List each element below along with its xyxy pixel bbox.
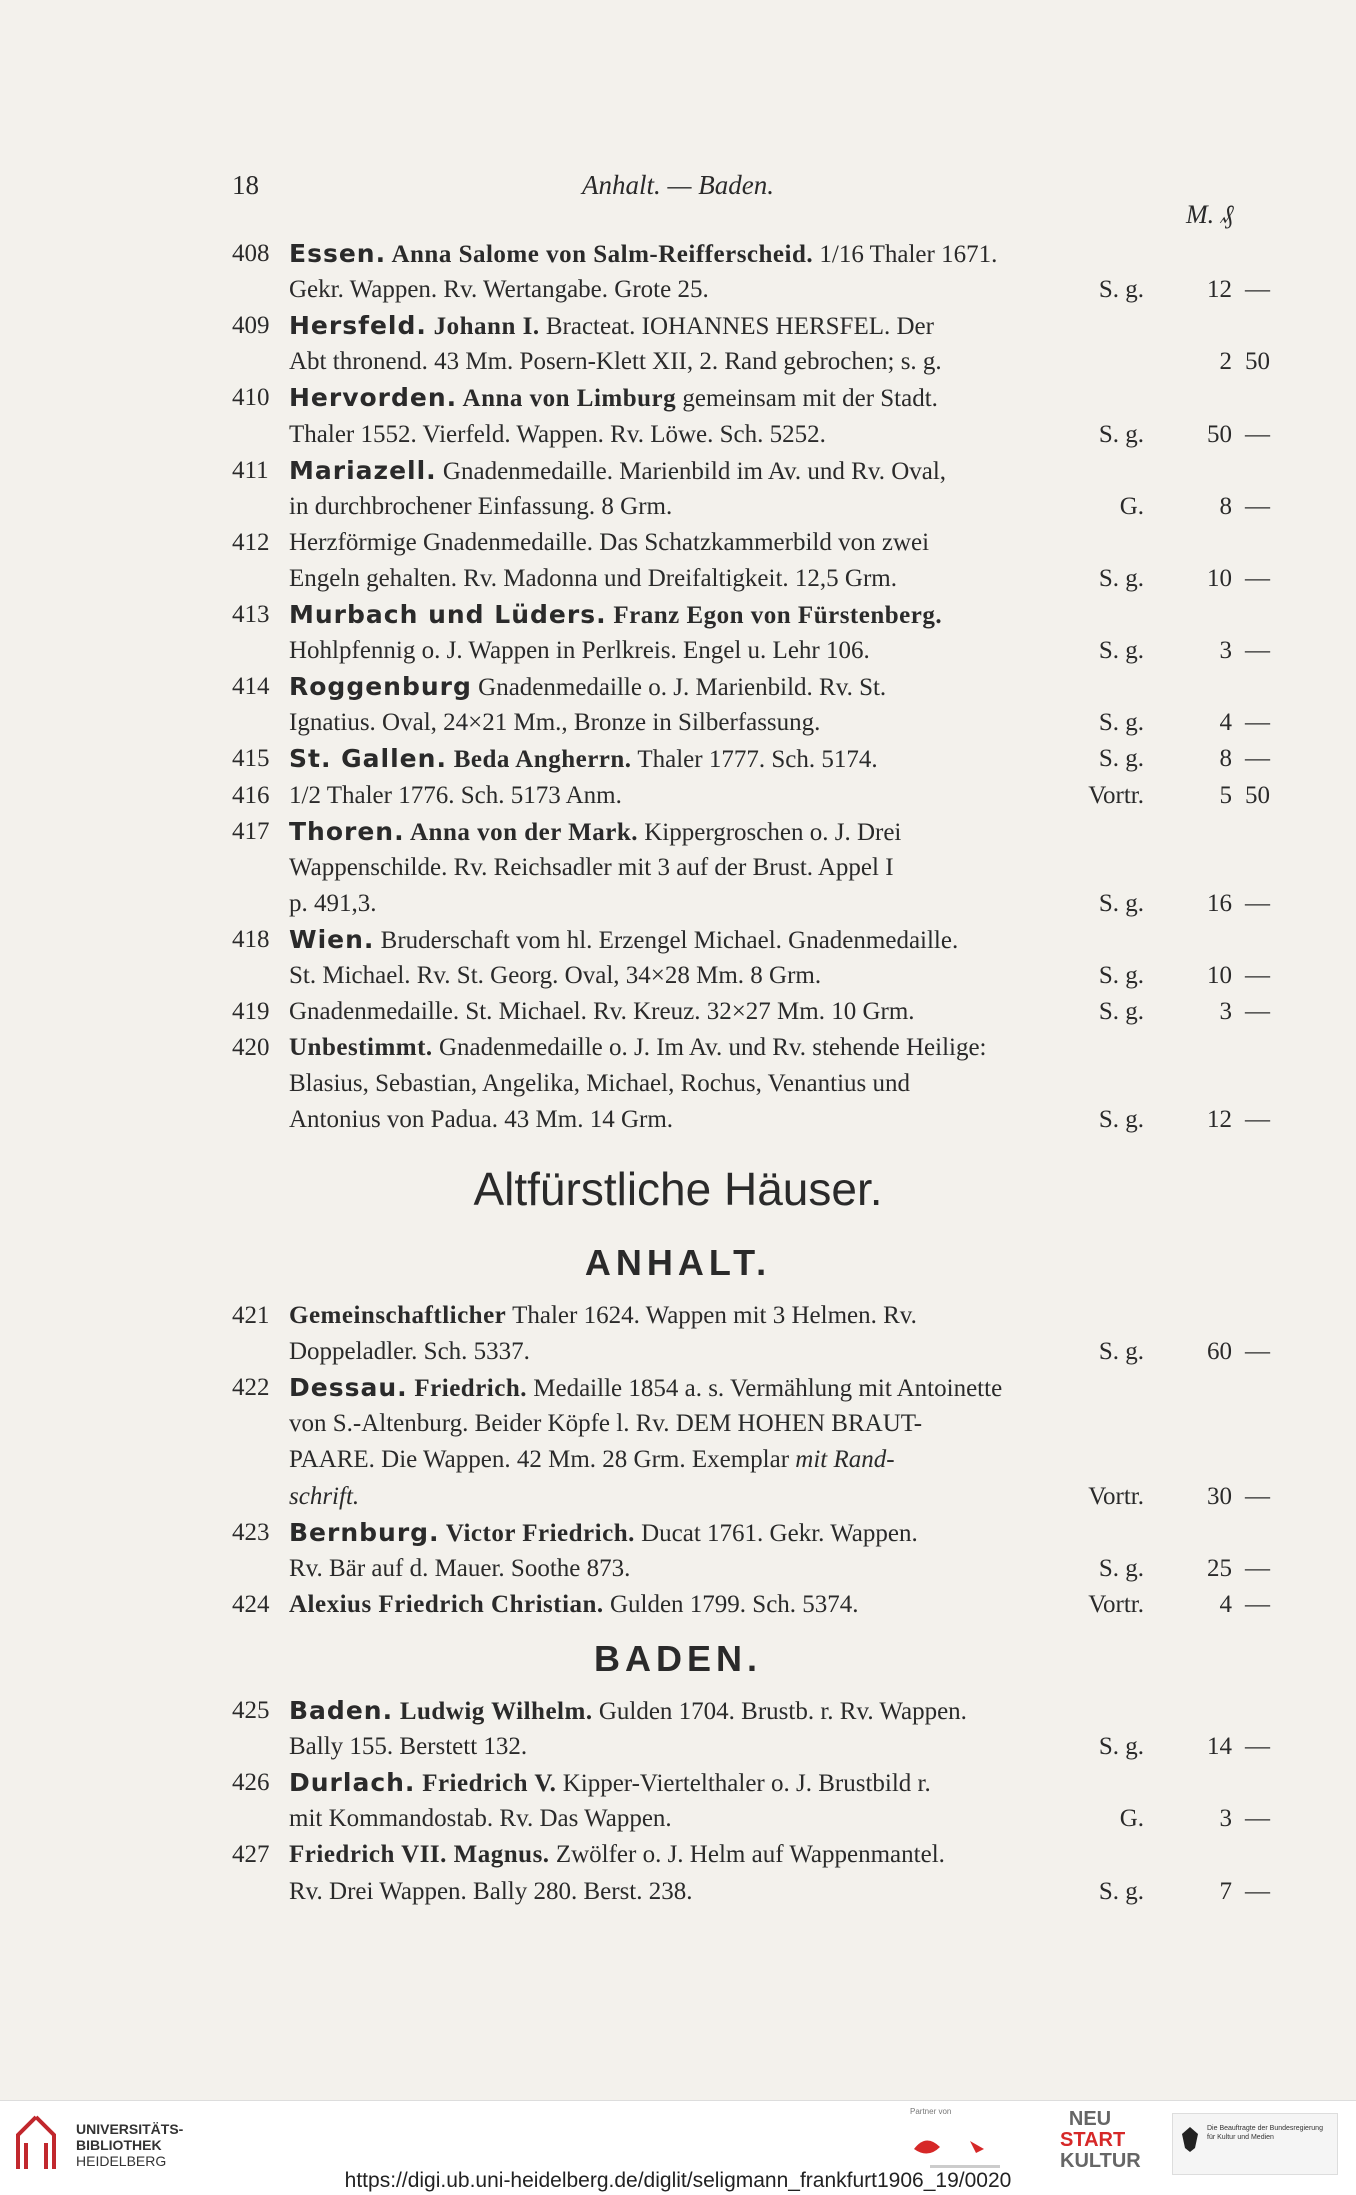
price-mark: 10 bbox=[1207, 564, 1232, 592]
text-segment: Kipper-Viertelthaler o. J. Brustbild r. bbox=[556, 1770, 931, 1798]
price-pfennig: — bbox=[1245, 998, 1270, 1026]
catalog-line bbox=[0, 1030, 1356, 1066]
running-title: Anhalt. — Baden. bbox=[582, 170, 774, 200]
catalog-line bbox=[0, 1406, 1356, 1442]
anhalt-heading: ANHALT. bbox=[584, 1242, 772, 1283]
text-segment: Bally 155. Berstett 132. bbox=[289, 1733, 528, 1761]
price-pfennig: — bbox=[1245, 889, 1270, 917]
catalog-line bbox=[0, 850, 1356, 886]
catalog-line bbox=[0, 272, 1356, 308]
lot-description bbox=[289, 272, 709, 308]
grade: S. g. bbox=[1098, 1106, 1144, 1134]
price-mark: 16 bbox=[1207, 889, 1232, 917]
text-segment: Anna Salome von Salm-Reifferscheid. bbox=[386, 241, 814, 268]
catalog-line bbox=[0, 1874, 1356, 1910]
text-segment: Kippergroschen o. J. Drei bbox=[638, 818, 902, 846]
price-pfennig: — bbox=[1245, 1106, 1270, 1134]
lot-description bbox=[289, 850, 894, 886]
text-segment: Franz Egon von Fürstenberg. bbox=[606, 602, 943, 629]
price-pfennig: — bbox=[1245, 637, 1270, 665]
text-segment: 1/2 Thaler 1776. Sch. 5173 Anm. bbox=[289, 781, 622, 809]
text-segment: schrift. bbox=[289, 1482, 360, 1510]
grade: S. g. bbox=[1098, 889, 1144, 917]
price-mark: 7 bbox=[1219, 1877, 1232, 1905]
text-segment: p. 491,3. bbox=[289, 889, 377, 917]
library-logo-icon bbox=[14, 2113, 58, 2173]
text-segment: Durlach. bbox=[289, 1768, 416, 1798]
catalog-line bbox=[0, 1837, 1356, 1873]
lot-description bbox=[289, 525, 929, 561]
catalog-line bbox=[0, 236, 1356, 272]
catalog-line bbox=[0, 1587, 1356, 1623]
text-segment: Wien. bbox=[289, 924, 375, 954]
price-pfennig: — bbox=[1245, 745, 1270, 773]
text-segment: Essen. bbox=[289, 239, 387, 268]
price-pfennig: — bbox=[1245, 1733, 1270, 1761]
price-pfennig: 50 bbox=[1245, 348, 1270, 376]
grade: S. g. bbox=[1098, 276, 1144, 304]
lot-description bbox=[289, 1801, 672, 1837]
text-segment: Abt thronend. 43 Mm. Posern-Klett XII, 2. Rand gebrochen; s. g. bbox=[289, 348, 942, 376]
catalog-line bbox=[0, 958, 1356, 994]
text-segment: Engeln gehalten. Rv. Madonna und Dreifaltigkeit. 12,5 Grm. bbox=[289, 564, 897, 592]
lot-number: 415 bbox=[232, 745, 270, 773]
catalog-line bbox=[0, 417, 1356, 453]
lot-description bbox=[289, 958, 821, 994]
price-pfennig: — bbox=[1245, 1338, 1270, 1366]
text-segment: Blasius, Sebastian, Angelika, Michael, Rochus, Venantius und bbox=[289, 1070, 910, 1098]
price-pfennig: — bbox=[1245, 1805, 1270, 1833]
catalog-line bbox=[0, 1479, 1356, 1515]
catalog-line bbox=[0, 1298, 1356, 1334]
lot-number: 426 bbox=[232, 1769, 270, 1797]
text-segment: Thaler 1624. Wappen mit 3 Helmen. Rv. bbox=[506, 1302, 917, 1329]
text-segment: Mariazell. bbox=[289, 455, 437, 485]
text-segment: Baden. bbox=[289, 1696, 394, 1725]
catalog-line bbox=[0, 1693, 1356, 1729]
text-segment: Gnadenmedaille o. J. Marienbild. Rv. St. bbox=[471, 674, 887, 702]
price-pfennig: — bbox=[1245, 1877, 1270, 1905]
price-mark: 5 bbox=[1219, 781, 1232, 809]
lot-number: 421 bbox=[232, 1302, 270, 1329]
catalog-line bbox=[0, 633, 1356, 669]
lot-number: 410 bbox=[232, 384, 270, 412]
lot-description bbox=[289, 669, 886, 706]
lot-description bbox=[289, 380, 938, 417]
lot-number: 418 bbox=[232, 925, 270, 953]
price-mark: 4 bbox=[1219, 1590, 1232, 1618]
price-mark: 25 bbox=[1207, 1554, 1232, 1582]
text-segment: Friedrich VII. Magnus. bbox=[289, 1841, 550, 1869]
text-segment: Ludwig Wilhelm. bbox=[393, 1698, 593, 1725]
lot-description bbox=[289, 1479, 359, 1515]
eagle-icon bbox=[1179, 2124, 1201, 2154]
catalog-line bbox=[0, 344, 1356, 380]
lot-description bbox=[289, 453, 946, 490]
price-pfennig: — bbox=[1245, 492, 1270, 520]
grade: S. g. bbox=[1098, 1554, 1144, 1582]
catalog-line bbox=[0, 489, 1356, 525]
catalog-line bbox=[0, 886, 1356, 922]
catalog-line bbox=[0, 525, 1356, 561]
catalog-line bbox=[0, 1334, 1356, 1370]
lot-description bbox=[289, 994, 915, 1030]
lot-description bbox=[289, 344, 942, 380]
price-mark: 8 bbox=[1219, 492, 1232, 520]
text-segment: St. Gallen. bbox=[289, 744, 447, 774]
catalog-line bbox=[0, 814, 1356, 850]
lot-description bbox=[289, 1693, 967, 1730]
text-segment: Anna von Limburg bbox=[457, 385, 677, 413]
lot-description bbox=[289, 922, 958, 959]
lot-description bbox=[289, 1370, 1002, 1407]
text-segment: Thoren. bbox=[289, 816, 405, 846]
lot-description bbox=[289, 489, 672, 525]
text-segment: Ducat 1761. Gekr. Wappen. bbox=[634, 1519, 918, 1547]
text-segment: von S.-Altenburg. Beider Köpfe l. Rv. DEM HOHEN BRAUT- bbox=[289, 1410, 923, 1438]
lot-description bbox=[289, 886, 377, 922]
lot-description bbox=[289, 1874, 693, 1910]
lot-number: 409 bbox=[232, 312, 270, 340]
lot-description bbox=[289, 597, 942, 634]
catalog-line bbox=[0, 1729, 1356, 1765]
lot-description bbox=[289, 1066, 910, 1102]
catalog-line bbox=[0, 453, 1356, 489]
price-mark: 12 bbox=[1207, 1106, 1232, 1134]
price-mark: 14 bbox=[1207, 1733, 1232, 1761]
grade: S. g. bbox=[1098, 998, 1144, 1026]
text-segment: gemeinsam mit der Stadt. bbox=[676, 385, 938, 413]
text-segment: Murbach und Lüders. bbox=[289, 600, 607, 629]
price-mark: 8 bbox=[1219, 745, 1232, 773]
grade: S. g. bbox=[1098, 564, 1144, 592]
catalog-line bbox=[0, 308, 1356, 344]
price-mark: 50 bbox=[1207, 420, 1232, 448]
grade: G. bbox=[1119, 492, 1144, 520]
grade: S. g. bbox=[1098, 962, 1144, 989]
lot-number: 417 bbox=[232, 817, 270, 845]
text-segment: in durchbrochener Einfassung. 8 Grm. bbox=[289, 492, 673, 520]
price-pfennig: — bbox=[1245, 564, 1270, 592]
lot-description bbox=[289, 308, 934, 345]
text-segment: Medaille 1854 a. s. Vermählung mit Antoinette bbox=[527, 1375, 1003, 1403]
price-mark: 2 bbox=[1219, 348, 1232, 376]
lot-description bbox=[289, 1551, 630, 1587]
lot-description bbox=[289, 1298, 917, 1334]
price-mark: 3 bbox=[1219, 1805, 1232, 1833]
text-segment: Victor Friedrich. bbox=[439, 1519, 635, 1547]
text-segment: St. Michael. Rv. St. Georg. Oval, 34×28 Mm. 8 Grm. bbox=[289, 962, 822, 989]
text-segment: Thaler 1777. Sch. 5174. bbox=[631, 746, 878, 774]
lot-number: 416 bbox=[232, 781, 270, 809]
text-segment: Gulden 1799. Sch. 5374. bbox=[603, 1590, 859, 1618]
grade: S. g. bbox=[1098, 1877, 1144, 1905]
text-segment: Herzförmige Gnadenmedaille. Das Schatzkammerbild von zwei bbox=[289, 528, 930, 556]
price-pfennig: — bbox=[1245, 709, 1270, 737]
text-segment: Johann I. bbox=[426, 313, 540, 341]
text-segment: Antonius von Padua. 43 Mm. 14 Grm. bbox=[289, 1106, 674, 1134]
lot-number: 425 bbox=[232, 1697, 270, 1724]
grade: S. g. bbox=[1098, 1338, 1144, 1366]
lot-description bbox=[289, 1030, 987, 1066]
lot-description bbox=[289, 1765, 931, 1802]
grade: Vortr. bbox=[1088, 781, 1144, 809]
text-segment: Ignatius. Oval, 24×21 Mm., Bronze in Silberfassung. bbox=[289, 709, 821, 737]
text-segment: Doppeladler. Sch. 5337. bbox=[289, 1338, 530, 1366]
price-pfennig: — bbox=[1245, 276, 1270, 304]
price-pfennig: — bbox=[1245, 1590, 1270, 1618]
neustart-kultur-logo: NEU START KULTUR bbox=[1060, 2108, 1141, 2172]
text-segment: mit Kommandostab. Rv. Das Wappen. bbox=[289, 1805, 672, 1833]
bkm-logo: Die Beauftragte der Bundesregierung für Kultur und Medien bbox=[1172, 2113, 1338, 2175]
lot-description bbox=[289, 1729, 527, 1765]
grade: Vortr. bbox=[1088, 1590, 1144, 1618]
text-segment: Gulden 1704. Brustb. r. Rv. Wappen. bbox=[592, 1698, 967, 1725]
catalog-line bbox=[0, 1102, 1356, 1138]
lot-description bbox=[289, 814, 901, 851]
section-title: Altfürstliche Häuser. bbox=[473, 1163, 883, 1215]
catalog-line bbox=[0, 922, 1356, 958]
price-mark: 10 bbox=[1207, 962, 1232, 989]
lot-number: 419 bbox=[232, 998, 270, 1026]
lot-description bbox=[289, 633, 870, 669]
price-mark: 4 bbox=[1219, 709, 1232, 737]
price-pfennig: — bbox=[1245, 962, 1270, 989]
grade: S. g. bbox=[1098, 745, 1144, 773]
text-segment: Beda Angherrn. bbox=[446, 746, 632, 774]
text-segment: Rv. Drei Wappen. Bally 280. Berst. 238. bbox=[289, 1877, 693, 1905]
grade: S. g. bbox=[1098, 637, 1144, 665]
text-segment: Hersfeld. bbox=[289, 311, 427, 341]
lot-description bbox=[289, 705, 820, 741]
lot-description bbox=[289, 1587, 859, 1623]
grade: S. g. bbox=[1098, 709, 1144, 737]
text-segment: Hervorden. bbox=[289, 383, 458, 413]
lot-number: 414 bbox=[232, 673, 270, 701]
grade: S. g. bbox=[1098, 1733, 1144, 1761]
lot-description bbox=[289, 1515, 918, 1552]
lot-description bbox=[289, 1442, 895, 1478]
text-segment: Gnadenmedaille. Marienbild im Av. und Rv. Oval, bbox=[436, 457, 947, 485]
lot-description bbox=[289, 1406, 922, 1442]
catalog-line bbox=[0, 561, 1356, 597]
lot-number: 412 bbox=[232, 528, 270, 556]
catalog-line bbox=[0, 1066, 1356, 1102]
price-mark: 30 bbox=[1207, 1482, 1232, 1510]
text-segment: Zwölfer o. J. Helm auf Wappenmantel. bbox=[549, 1841, 945, 1869]
lot-number: 424 bbox=[232, 1590, 270, 1618]
price-mark: 3 bbox=[1219, 637, 1232, 665]
text-segment: Friedrich. bbox=[407, 1375, 527, 1403]
catalog-line bbox=[0, 1551, 1356, 1587]
page-number: 18 bbox=[232, 170, 259, 200]
text-segment: Gemeinschaftlicher bbox=[289, 1302, 507, 1329]
price-pfennig: — bbox=[1245, 1554, 1270, 1582]
lot-description bbox=[289, 561, 897, 597]
lot-description bbox=[289, 417, 826, 453]
catalog-line bbox=[0, 1801, 1356, 1837]
lot-description bbox=[289, 1102, 673, 1138]
text-segment: Dessau. bbox=[289, 1373, 408, 1403]
lot-description bbox=[289, 778, 622, 814]
text-segment: PAARE. Die Wappen. 42 Mm. 28 Grm. Exemplar bbox=[289, 1446, 796, 1474]
catalog-line bbox=[0, 669, 1356, 705]
price-pfennig: — bbox=[1245, 1482, 1270, 1510]
text-segment: Bruderschaft vom hl. Erzengel Michael. Gnadenmedaille. bbox=[374, 926, 959, 954]
text-segment: Hohlpfennig o. J. Wappen in Perlkreis. Engel u. Lehr 106. bbox=[289, 637, 870, 665]
grade: Vortr. bbox=[1088, 1482, 1144, 1510]
text-segment: Gekr. Wappen. Rv. Wertangabe. Grote 25. bbox=[289, 276, 709, 304]
price-mark: 60 bbox=[1207, 1338, 1232, 1366]
text-segment: Bracteat. IOHANNES HERSFEL. Der bbox=[539, 313, 934, 341]
price-mark: 12 bbox=[1207, 276, 1232, 304]
lot-number: 427 bbox=[232, 1841, 270, 1869]
text-segment: mit Rand- bbox=[795, 1446, 895, 1474]
page-url[interactable]: https://digi.ub.uni-heidelberg.de/diglit/seligmann_frankfurt1906_19/0020 bbox=[344, 2169, 1012, 2192]
price-pfennig: 50 bbox=[1245, 781, 1270, 809]
grade: G. bbox=[1119, 1805, 1144, 1833]
lot-number: 423 bbox=[232, 1518, 270, 1546]
catalog-line bbox=[0, 1442, 1356, 1478]
catalog-line bbox=[0, 705, 1356, 741]
baden-heading: BADEN. bbox=[593, 1638, 762, 1679]
lot-description bbox=[289, 1334, 530, 1370]
text-segment: Unbestimmt. bbox=[289, 1034, 433, 1062]
lot-description bbox=[289, 236, 997, 273]
text-segment: Roggenburg bbox=[289, 672, 472, 702]
lot-description bbox=[289, 741, 878, 778]
lot-number: 408 bbox=[232, 240, 270, 267]
catalog-line bbox=[0, 1765, 1356, 1801]
text-segment: Wappenschilde. Rv. Reichsadler mit 3 auf der Brust. Appel I bbox=[289, 853, 894, 881]
text-segment: Thaler 1552. Vierfeld. Wappen. Rv. Löwe. Sch. 5252. bbox=[289, 420, 826, 448]
text-segment: Rv. Bär auf d. Mauer. Soothe 873. bbox=[289, 1554, 631, 1582]
library-name: UNIVERSITÄTS- BIBLIOTHEK HEIDELBERG bbox=[76, 2121, 184, 2169]
price-pfennig: — bbox=[1245, 420, 1270, 448]
price-mark: 3 bbox=[1219, 998, 1232, 1026]
partner-logo-icon bbox=[910, 2123, 1020, 2173]
catalog-line bbox=[0, 1370, 1356, 1406]
text-segment: Alexius Friedrich Christian. bbox=[289, 1590, 604, 1618]
catalog-line bbox=[0, 778, 1356, 814]
partner-label: Partner von bbox=[910, 2107, 952, 2116]
lot-description bbox=[289, 1837, 945, 1873]
viewer-footer bbox=[0, 2100, 1356, 2195]
lot-number: 420 bbox=[232, 1034, 270, 1062]
lot-number: 422 bbox=[232, 1374, 270, 1402]
text-segment: Gnadenmedaille. St. Michael. Rv. Kreuz. 32×27 Mm. 10 Grm. bbox=[289, 998, 915, 1026]
catalog-line bbox=[0, 597, 1356, 633]
grade: S. g. bbox=[1098, 420, 1144, 448]
text-segment: 1/16 Thaler 1671. bbox=[813, 241, 998, 268]
text-segment: Gnadenmedaille o. J. Im Av. und Rv. stehende Heilige: bbox=[432, 1034, 987, 1062]
lot-number: 411 bbox=[232, 456, 269, 484]
lot-number: 413 bbox=[232, 601, 270, 628]
currency-header: M. ₰ bbox=[1186, 200, 1234, 229]
text-segment: Friedrich V. bbox=[415, 1770, 557, 1798]
text-segment: Anna von der Mark. bbox=[404, 818, 638, 846]
catalog-line bbox=[0, 1515, 1356, 1551]
catalog-line bbox=[0, 380, 1356, 416]
catalog-line bbox=[0, 741, 1356, 777]
catalog-line bbox=[0, 994, 1356, 1030]
text-segment: Bernburg. bbox=[289, 1517, 440, 1547]
